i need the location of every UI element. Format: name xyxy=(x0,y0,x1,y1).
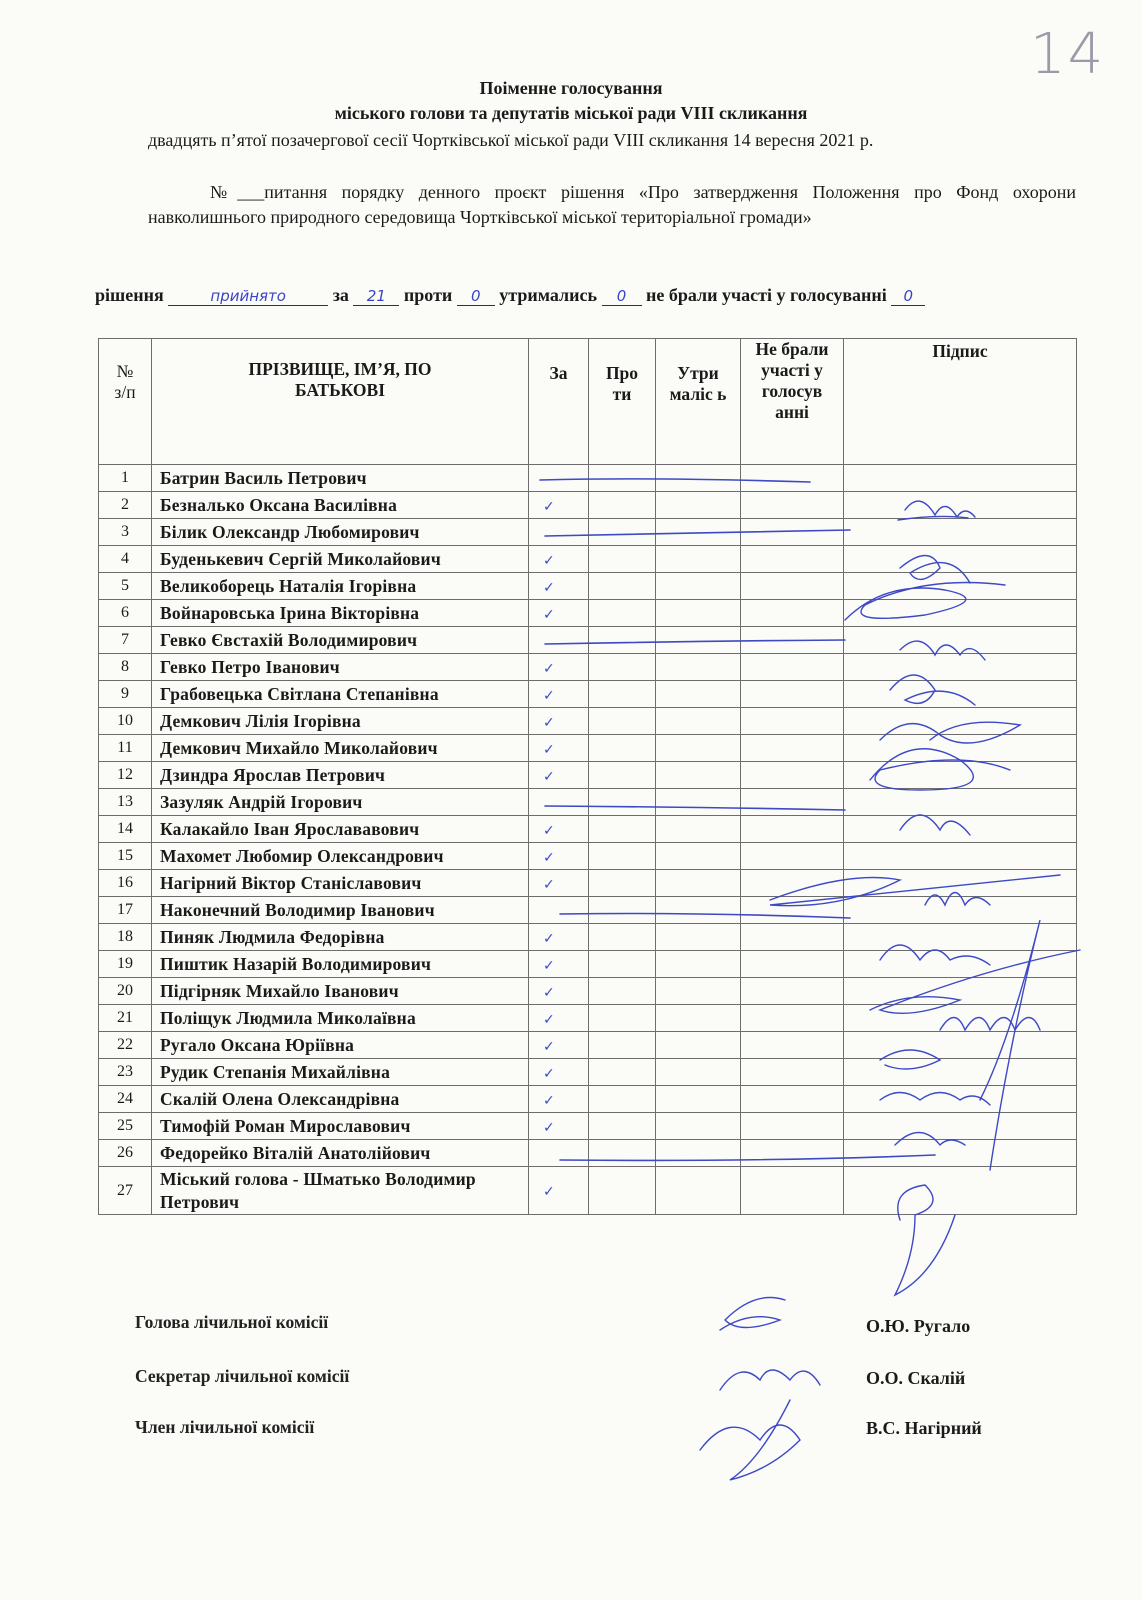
check-mark: ✓ xyxy=(543,1184,555,1200)
member-name: Скалій Олена Олександрівна xyxy=(152,1086,529,1113)
member-name: Білик Олександр Любомирович xyxy=(152,519,529,546)
check-mark: ✓ xyxy=(543,1092,555,1109)
not-voted-value: 0 xyxy=(891,287,925,306)
member-name: Підгірняк Михайло Іванович xyxy=(152,978,529,1005)
member-name: Федорейко Віталій Анатолійович xyxy=(152,1140,529,1167)
row-number: 11 xyxy=(99,735,152,762)
check-mark: ✓ xyxy=(543,741,555,758)
row-number: 4 xyxy=(99,546,152,573)
document-subtitle: міського голови та депутатів міської ради VIII скликання xyxy=(334,103,808,123)
member-name: Буденькевич Сергій Миколайович xyxy=(152,546,529,573)
member-name: Гевко Петро Іванович xyxy=(152,654,529,681)
row-number: 7 xyxy=(99,627,152,654)
col-for-header: За xyxy=(529,339,589,465)
session-text: двадцять п’ятої позачергової сесії Чортківської міської ради VIII скликання 14 вересня 2021 р. xyxy=(148,130,874,150)
check-mark: ✓ xyxy=(543,768,555,785)
row-number: 16 xyxy=(99,870,152,897)
signature-scribbles xyxy=(700,501,1080,1480)
member-name: Гевко Євстахій Володимирович xyxy=(152,627,529,654)
check-mark: ✓ xyxy=(543,1119,555,1136)
row-number: 20 xyxy=(99,978,152,1005)
against-value: 0 xyxy=(457,287,495,306)
row-number: 9 xyxy=(99,681,152,708)
abstained-value: 0 xyxy=(602,287,642,306)
committee-name-1: О.Ю. Ругало xyxy=(866,1316,971,1336)
member-name: Великоборець Наталія Ігорівна xyxy=(152,573,529,600)
row-number: 3 xyxy=(99,519,152,546)
check-mark: ✓ xyxy=(543,849,555,866)
row-number: 13 xyxy=(99,789,152,816)
col-not-voted-header: Не брали участі у голосув анні xyxy=(741,339,844,465)
col-number-header: № з/п xyxy=(99,339,152,465)
member-name: Поліщук Людмила Миколаївна xyxy=(152,1005,529,1032)
member-name: Грабовецька Світлана Степанівна xyxy=(152,681,529,708)
member-name: Ругало Оксана Юріївна xyxy=(152,1032,529,1059)
row-number: 26 xyxy=(99,1140,152,1167)
member-name: Войнаровська Ірина Вікторівна xyxy=(152,600,529,627)
absent-strike-lines xyxy=(540,479,935,1161)
col-signature-header: Підпис xyxy=(844,339,1077,465)
committee-name-2: О.О. Скалій xyxy=(866,1368,966,1388)
committee-role-1: Голова лічильної комісії xyxy=(135,1312,329,1332)
check-mark: ✓ xyxy=(543,579,555,596)
col-abstained-header: Утри маліс ь xyxy=(656,339,741,465)
row-number: 21 xyxy=(99,1005,152,1032)
check-mark: ✓ xyxy=(543,930,555,947)
check-mark: ✓ xyxy=(543,498,555,515)
check-mark: ✓ xyxy=(543,660,555,677)
check-mark: ✓ xyxy=(543,1011,555,1028)
row-number: 5 xyxy=(99,573,152,600)
row-number: 25 xyxy=(99,1113,152,1140)
row-number: 19 xyxy=(99,951,152,978)
row-number: 22 xyxy=(99,1032,152,1059)
for-label: за xyxy=(332,285,349,305)
check-mark: ✓ xyxy=(543,876,555,893)
row-number: 24 xyxy=(99,1086,152,1113)
member-name: Міський голова - Шматько Володимир Петрович xyxy=(152,1167,529,1215)
member-name: Пиняк Людмила Федорівна xyxy=(152,924,529,951)
decision-value: прийнято xyxy=(168,287,328,306)
row-number: 8 xyxy=(99,654,152,681)
page-number: 14 xyxy=(1030,22,1106,87)
agenda-text: №___питання порядку денного проєкт рішення «Про затвердження Положення про Фонд охорони навколишнього природного середовища Чортківської міської територіальної громади» xyxy=(148,182,1076,227)
check-mark: ✓ xyxy=(543,822,555,839)
check-mark: ✓ xyxy=(543,714,555,731)
row-number: 10 xyxy=(99,708,152,735)
abstained-label: утримались xyxy=(499,285,597,305)
member-name: Тимофій Роман Мирославович xyxy=(152,1113,529,1140)
row-number: 2 xyxy=(99,492,152,519)
row-number: 23 xyxy=(99,1059,152,1086)
decision-label: рішення xyxy=(95,285,164,305)
member-name: Зазуляк Андрій Ігорович xyxy=(152,789,529,816)
col-name-header: ПРІЗВИЩЕ, ІМ’Я, ПО БАТЬКОВІ xyxy=(152,339,529,465)
committee-role-2: Секретар лічильної комісії xyxy=(135,1366,350,1386)
check-mark: ✓ xyxy=(543,1065,555,1082)
member-name: Наконечний Володимир Іванович xyxy=(152,897,529,924)
row-number: 18 xyxy=(99,924,152,951)
for-value: 21 xyxy=(353,287,399,306)
member-name: Демкович Михайло Миколайович xyxy=(152,735,529,762)
member-name: Нагірний Віктор Станіславович xyxy=(152,870,529,897)
member-name: Демкович Лілія Ігорівна xyxy=(152,708,529,735)
member-name: Махомет Любомир Олександрович xyxy=(152,843,529,870)
member-name: Батрин Василь Петрович xyxy=(152,465,529,492)
committee-name-3: В.С. Нагірний xyxy=(866,1418,982,1438)
member-name: Рудик Степанія Михайлівна xyxy=(152,1059,529,1086)
row-number: 15 xyxy=(99,843,152,870)
check-mark: ✓ xyxy=(543,957,555,974)
check-mark: ✓ xyxy=(543,984,555,1001)
row-number: 12 xyxy=(99,762,152,789)
member-name: Дзиндра Ярослав Петрович xyxy=(152,762,529,789)
member-name: Калакайло Іван Ярослававович xyxy=(152,816,529,843)
check-mark: ✓ xyxy=(543,606,555,623)
check-mark: ✓ xyxy=(543,552,555,569)
committee-role-3: Член лічильної комісії xyxy=(135,1417,315,1437)
check-mark: ✓ xyxy=(543,1038,555,1055)
col-against-header: Про ти xyxy=(589,339,656,465)
document-title: Поіменне голосування xyxy=(479,78,663,98)
against-label: проти xyxy=(403,285,453,305)
row-number: 17 xyxy=(99,897,152,924)
row-number: 1 xyxy=(99,465,152,492)
row-number: 14 xyxy=(99,816,152,843)
row-number: 27 xyxy=(99,1167,152,1215)
row-number: 6 xyxy=(99,600,152,627)
not-voted-label: не брали участі у голосуванні xyxy=(646,285,887,305)
check-mark: ✓ xyxy=(543,687,555,704)
member-name: Пиштик Назарій Володимирович xyxy=(152,951,529,978)
member-name: Безналько Оксана Василівна xyxy=(152,492,529,519)
